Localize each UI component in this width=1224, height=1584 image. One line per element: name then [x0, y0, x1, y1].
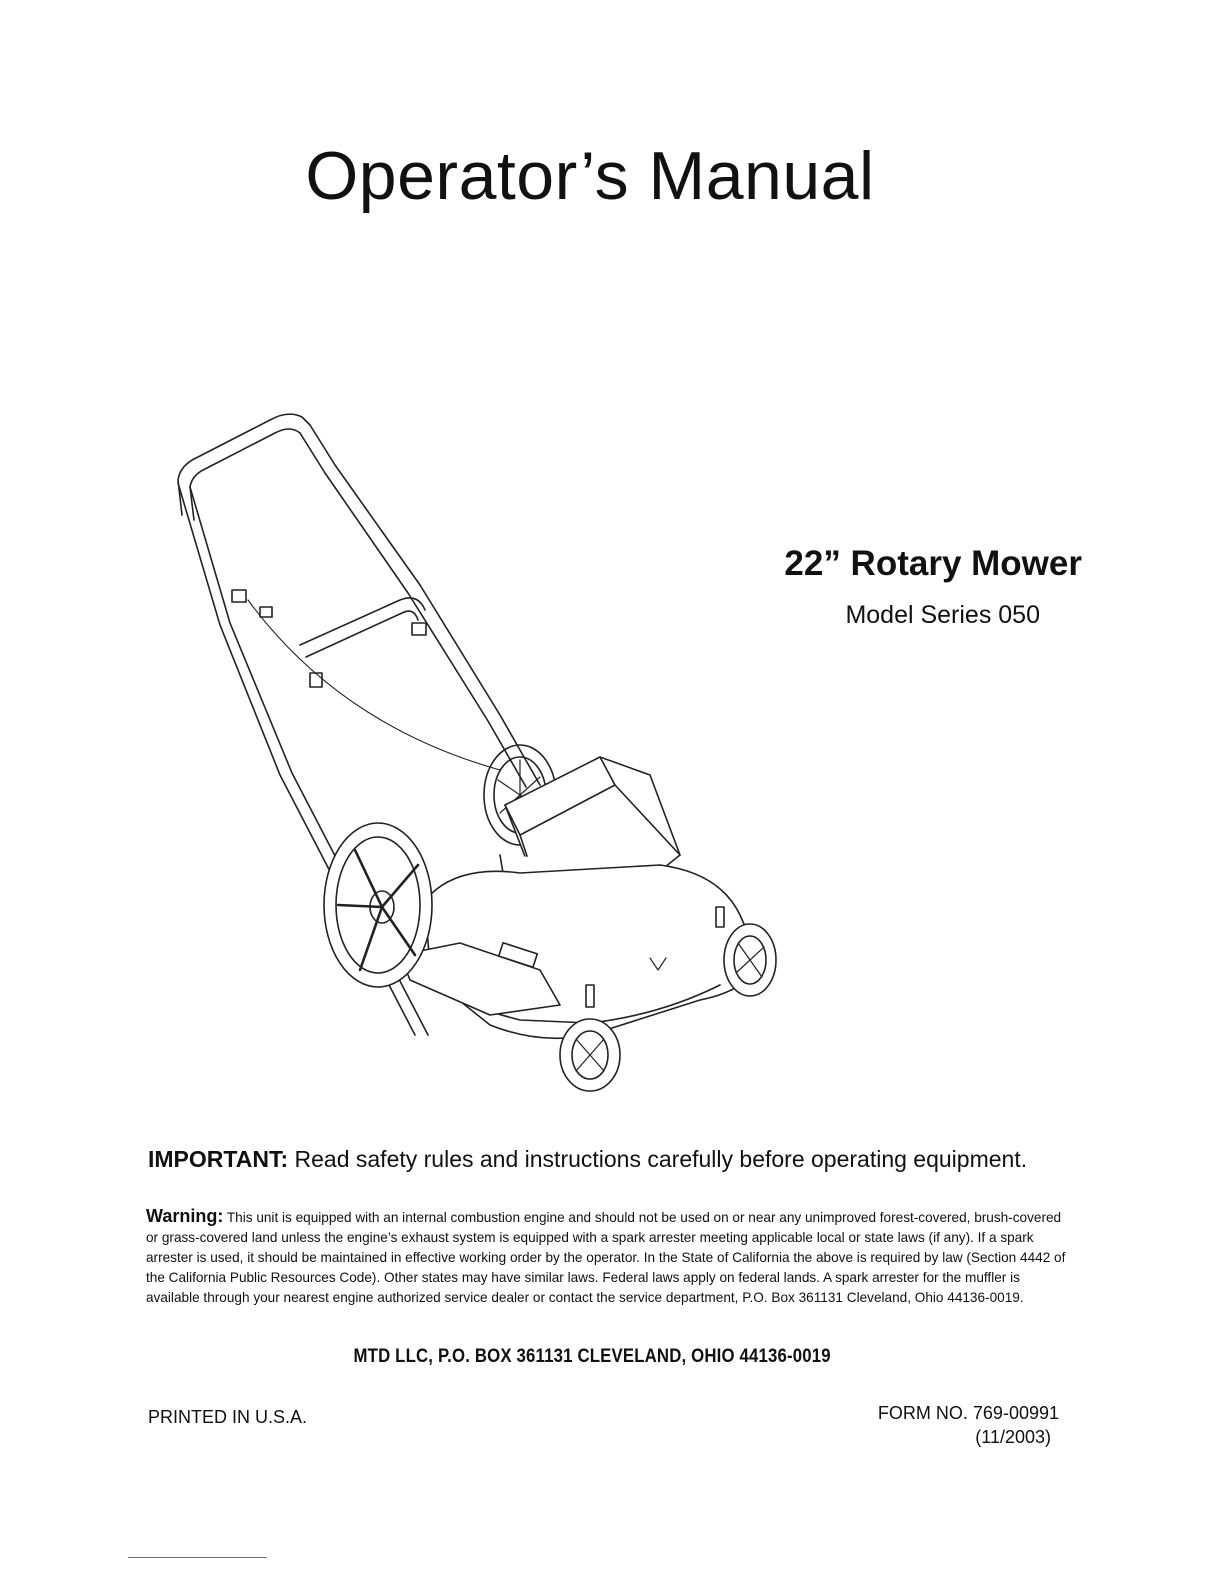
- form-date: (11/2003): [975, 1427, 1051, 1447]
- important-text: Read safety rules and instructions carefully before operating equipment.: [288, 1146, 1028, 1172]
- model-series: Model Series 050: [845, 601, 1040, 629]
- warning-text: This unit is equipped with an internal combustion engine and should not be used on or near any unimproved forest-covered, brush-covered or grass-covered land unless the engine’s exhaust system is equipped with a spark arrester meeting applicable local or state laws (if any). If a spark arrester is used, it should be maintained in effective working order by the operator. In the State of California the above is required by law (Section 4442 of the California Public Resources Code). Other states may have similar laws. Federal laws apply on federal lands. A spark arrester for the muffler is available through your nearest engine authorized service dealer or contact the service department, P.O. Box 361131 Cleveland, Ohio 44136-0019.: [146, 1210, 1066, 1305]
- form-number: FORM NO. 769-00991: [877, 1403, 1059, 1423]
- manual-title: Operator’s Manual: [305, 138, 875, 214]
- company-address: MTD LLC, P.O. BOX 361131 CLEVELAND, OHIO 44136-0019: [353, 1345, 831, 1367]
- bottom-divider: [128, 1557, 267, 1558]
- lawn-mower-illustration: [160, 395, 800, 1095]
- product-name: 22” Rotary Mower: [784, 544, 1082, 583]
- printed-in: PRINTED IN U.S.A.: [148, 1407, 308, 1427]
- important-notice: [148, 1148, 1027, 1171]
- warning-lead: Warning:: [146, 1206, 224, 1226]
- warning-paragraph: [146, 1206, 1071, 1308]
- important-lead: IMPORTANT:: [148, 1146, 289, 1172]
